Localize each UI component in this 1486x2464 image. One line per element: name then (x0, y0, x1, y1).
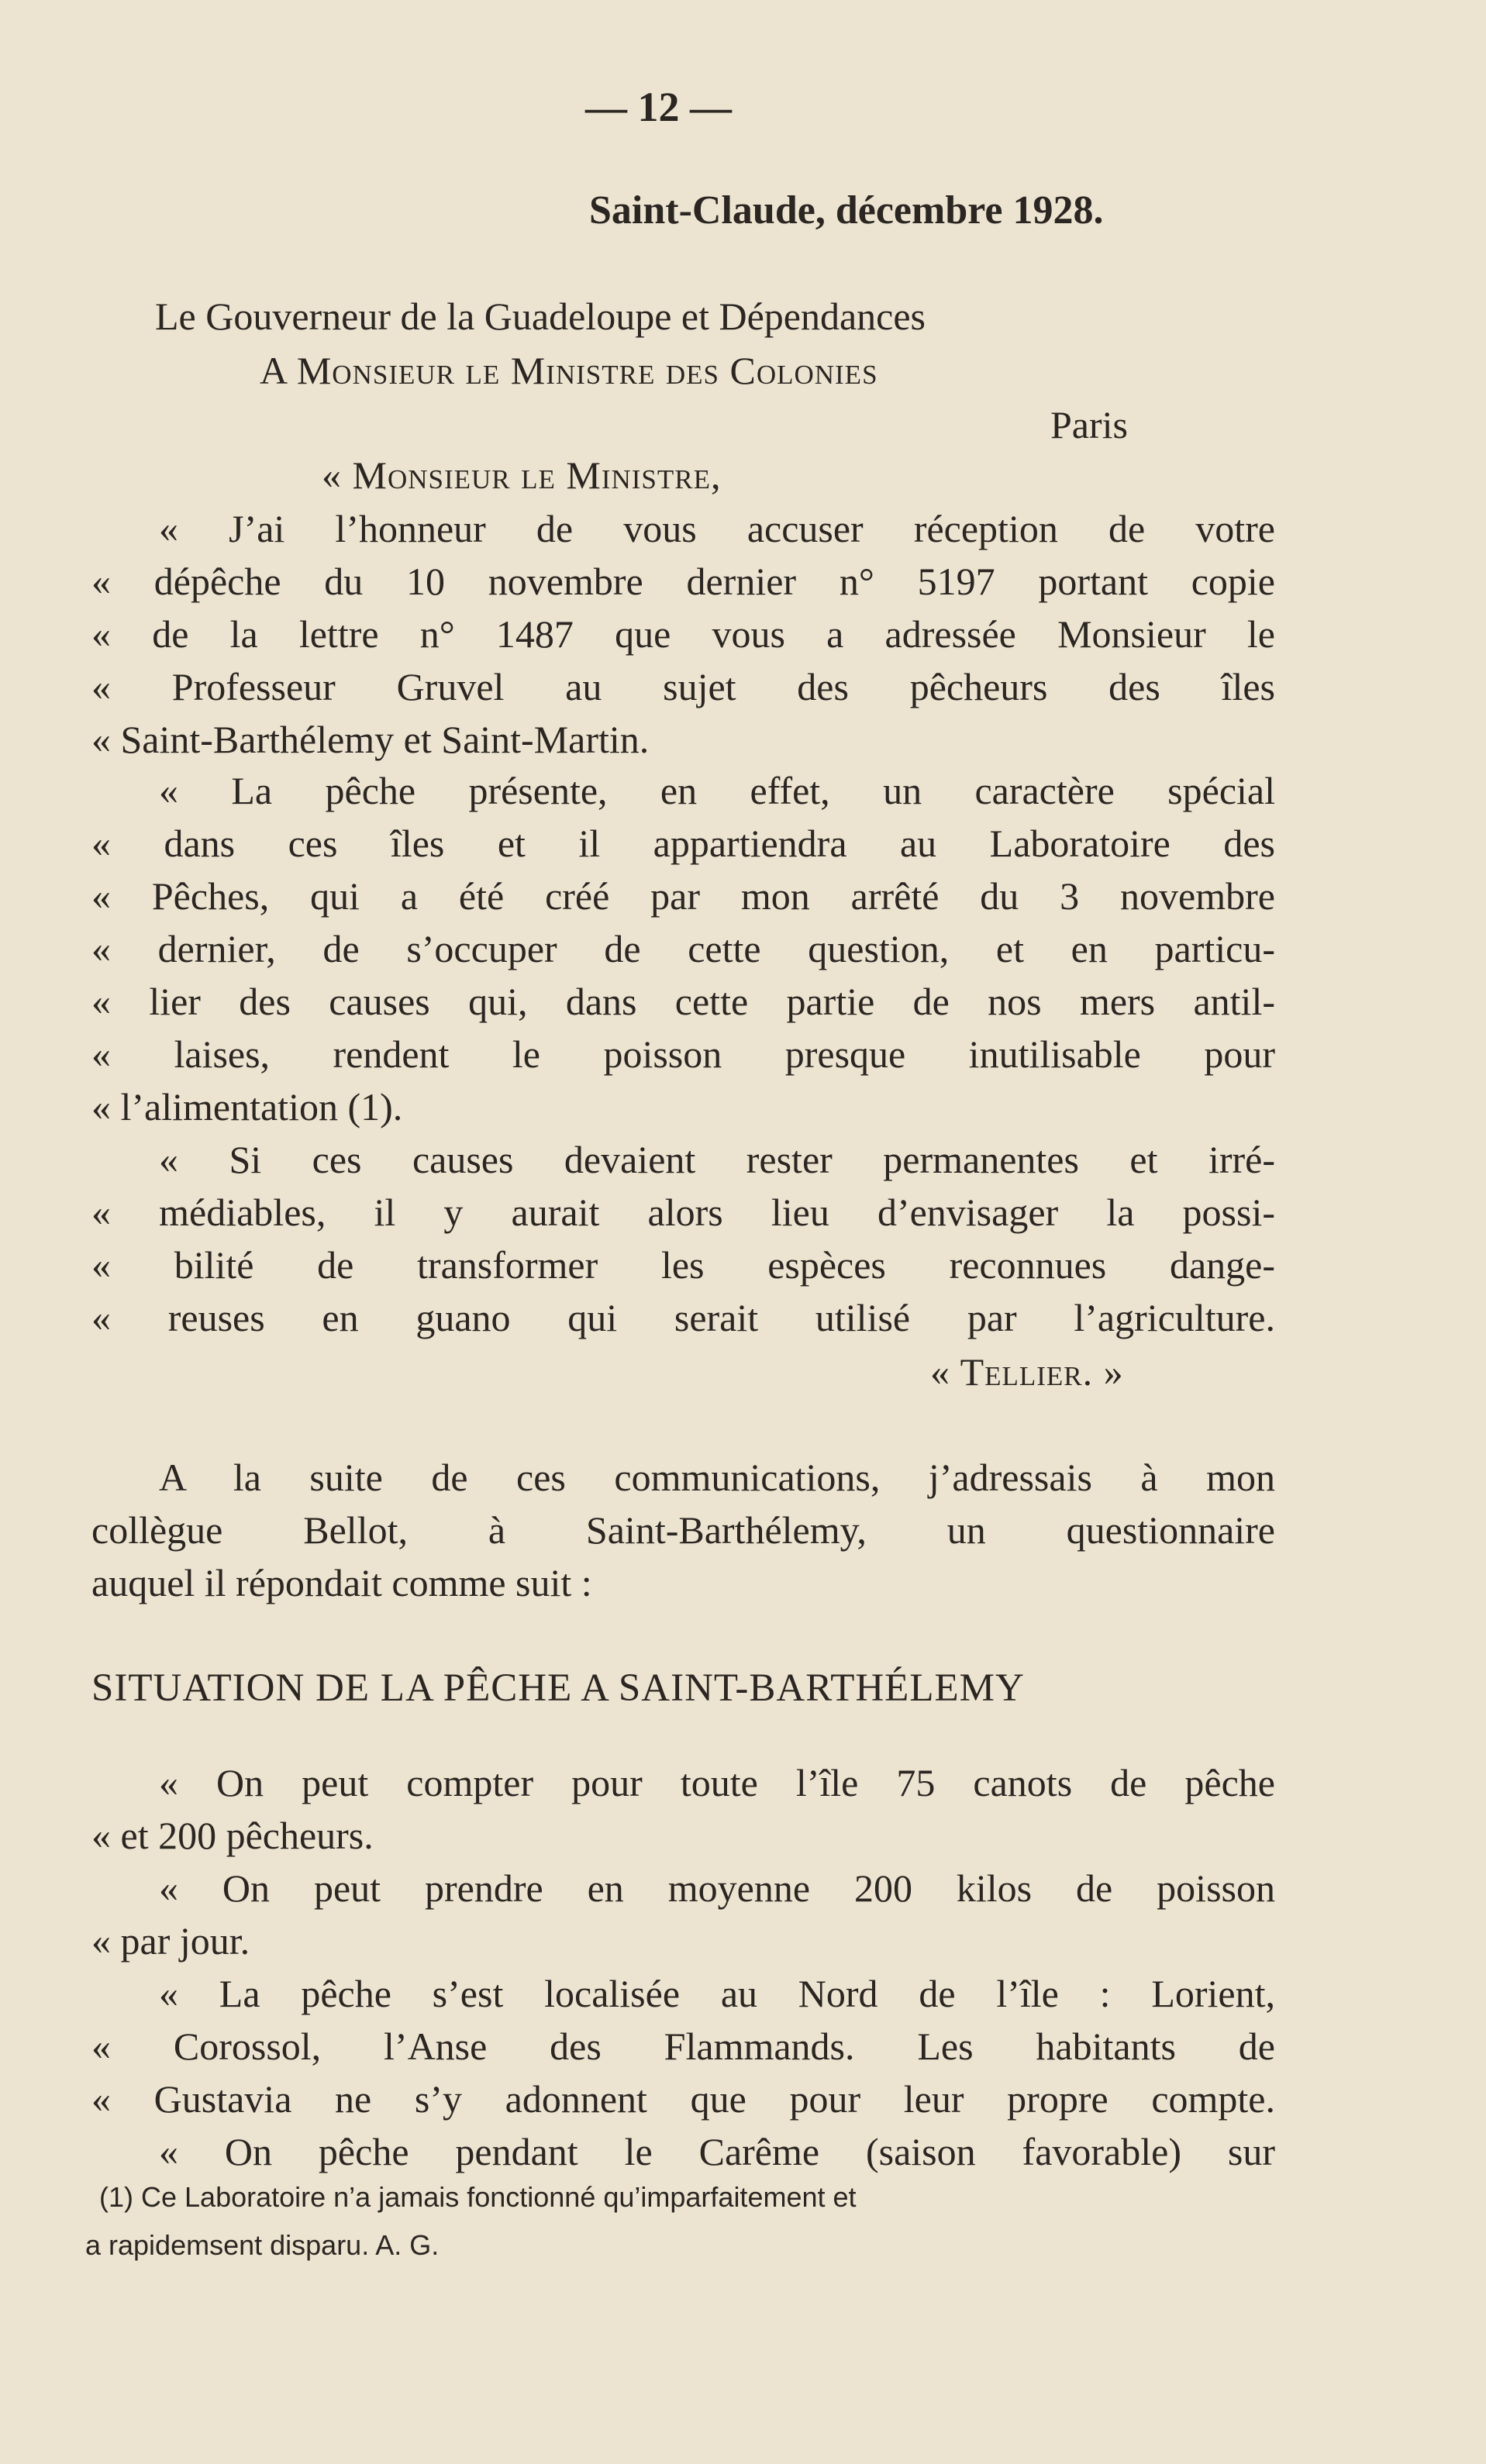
letter-line: « l’alimentation (1). (91, 1085, 403, 1129)
page-number: — 12 — (585, 84, 732, 130)
letter-line: « dans ces îles et il appartiendra au Laboratoire des (91, 822, 1275, 865)
dateline: Saint-Claude, décembre 1928. (589, 188, 1104, 233)
footnote-line: a rapidemsent disparu. A. G. (85, 2229, 440, 2261)
letter-place: Paris (1050, 403, 1128, 446)
intro-line: collègue Bellot, à Saint-Barthélemy, un questionnaire (91, 1508, 1275, 1552)
letter-line: « laises, rendent le poisson presque inutilisable pour (91, 1032, 1275, 1076)
letter-line: « reuses en guano qui serait utilisé par l’agriculture. (91, 1296, 1275, 1339)
letter-line: « dernier, de s’occuper de cette question, et en particu- (91, 927, 1275, 970)
letter-line: « J’ai l’honneur de vous accuser réception de votre (159, 507, 1275, 550)
section-line: « par jour. (91, 1919, 250, 1963)
section-line: « On peut prendre en moyenne 200 kilos de poisson (159, 1866, 1275, 1910)
letter-signature: « Tellier. » (930, 1350, 1124, 1394)
footnote-line: (1) Ce Laboratoire n’a jamais fonctionné qu’imparfaitement et (99, 2181, 857, 2213)
letter-line: « Saint-Barthélemy et Saint-Martin. (91, 718, 650, 761)
letter-line: « dépêche du 10 novembre dernier n° 5197 portant copie (91, 560, 1275, 603)
section-line: « La pêche s’est localisée au Nord de l’île : Lorient, (159, 1972, 1275, 2015)
section-line: « On pêche pendant le Carême (saison favorable) sur (159, 2130, 1275, 2173)
section-line: « On peut compter pour toute l’île 75 canots de pêche (159, 1761, 1275, 1804)
intro-line: A la suite de ces communications, j’adressais à mon (159, 1456, 1275, 1499)
letter-line: « de la lettre n° 1487 que vous a adressée Monsieur le (91, 612, 1275, 656)
letter-line: « bilité de transformer les espèces reconnues dange- (91, 1243, 1275, 1287)
section-line: « et 200 pêcheurs. (91, 1814, 374, 1857)
letter-line: « Pêches, qui a été créé par mon arrêté du 3 novembre (91, 874, 1275, 918)
letter-line: « La pêche présente, en effet, un caractère spécial (159, 769, 1275, 812)
letter-recipient: A Monsieur le Ministre des Colonies (260, 349, 878, 392)
letter-sender: Le Gouverneur de la Guadeloupe et Dépendances (155, 295, 926, 338)
section-line: « Corossol, l’Anse des Flammands. Les habitants de (91, 2025, 1275, 2068)
letter-line: « médiables, il y aurait alors lieu d’envisager la possi- (91, 1191, 1275, 1234)
letter-line: « lier des causes qui, dans cette partie de nos mers antil- (91, 980, 1275, 1023)
letter-salutation: « Monsieur le Ministre, (322, 453, 722, 497)
letter-line: « Si ces causes devaient rester permanentes et irré- (159, 1138, 1275, 1181)
section-line: « Gustavia ne s’y adonnent que pour leur propre compte. (91, 2077, 1275, 2121)
section-title: SITUATION DE LA PÊCHE A SAINT-BARTHÉLEMY (91, 1666, 1025, 1710)
intro-line: auquel il répondait comme suit : (91, 1561, 592, 1604)
letter-line: « Professeur Gruvel au sujet des pêcheurs des îles (91, 665, 1275, 708)
